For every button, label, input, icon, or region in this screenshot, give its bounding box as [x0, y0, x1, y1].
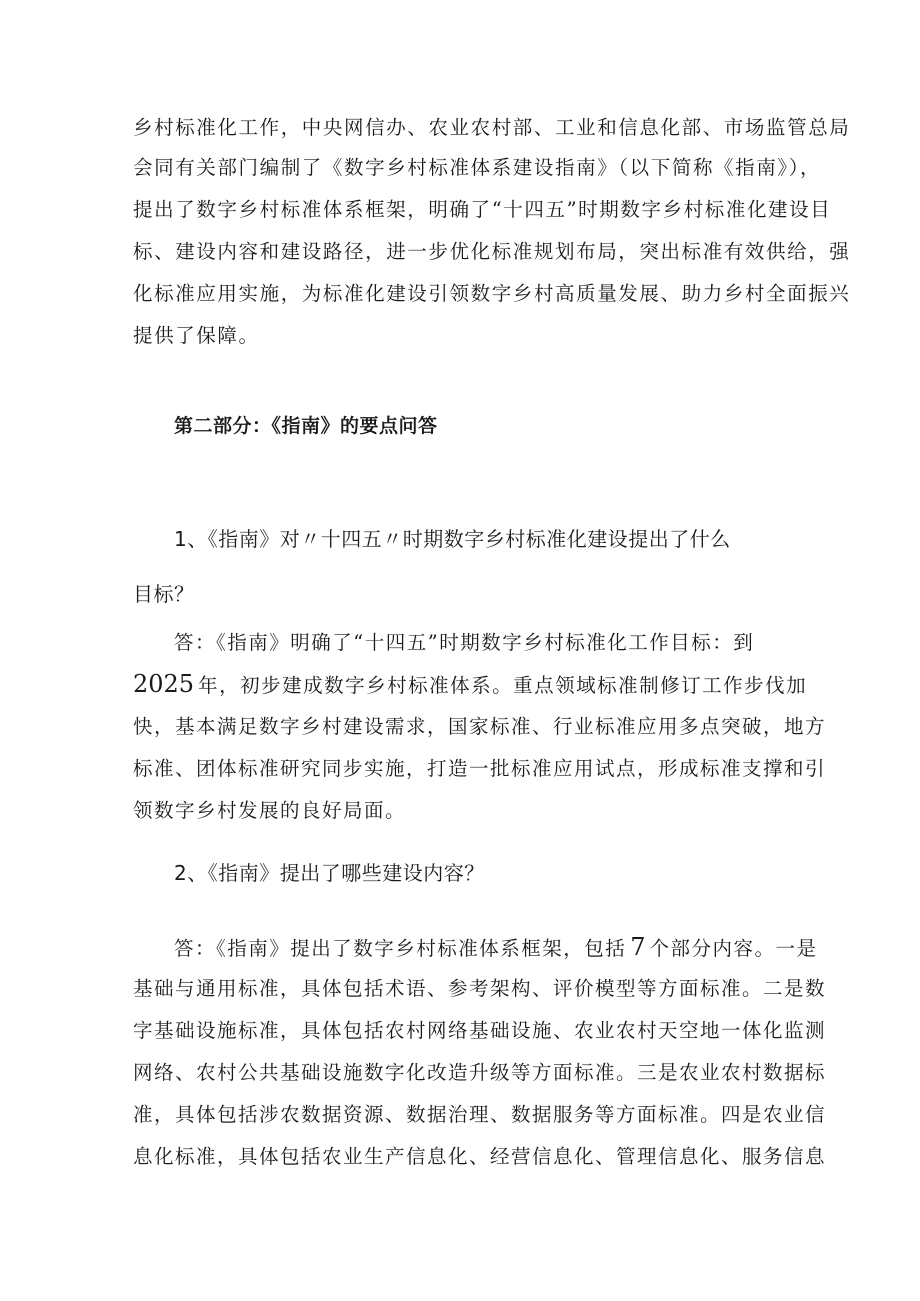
intro-line: 化标准应用实施，为标准化建设引领数字乡村高质量发展、助力乡村全面振兴 [133, 282, 851, 305]
q2-answer-line: 准，具体包括涉农数据资源、数据治理、数据服务等方面标准。四是农业信 [133, 1103, 827, 1126]
q2-answer-line: 网络、农村公共基础设施数字化改造升级等方面标准。三是农业农村数据标 [133, 1061, 827, 1084]
intro-line: 标、建设内容和建设路径，进一步优化标准规划布局，突出标准有效供给，强 [133, 240, 851, 263]
q2-answer-line: 息化标准，具体包括农业生产信息化、经营信息化、管理信息化、服务信息 [133, 1145, 827, 1168]
intro-line: 乡村标准化工作，中央网信办、农业农村部、工业和信息化部、市场监管总局 [133, 116, 851, 139]
q1-question: 1、《指南》对〃十四五〃时期数字乡村标准化建设提出了什么 [174, 527, 731, 551]
q1-answer-text: 年，初步建成数字乡村标准体系。重点领域标准制修订工作步伐加 [198, 674, 808, 697]
q2-answer-text: 个部分内容。一是 [649, 937, 818, 960]
intro-line: 提供了保障。 [133, 324, 260, 347]
year-number: 2025 [133, 670, 195, 698]
q2-answer-line: 基础与通用标准，具体包括术语、参考架构、评价模型等方面标准。二是数 [133, 977, 827, 1000]
q1-answer-line: 标准、团体标准研究同步实施，打造一批标准应用试点，形成标准支撑和引 [133, 757, 827, 780]
part-count: 7 [630, 933, 646, 961]
q2-answer-line: 字基础设施标准，具体包括农村网络基础设施、农业农村天空地一体化监测 [133, 1019, 827, 1042]
q1-answer-line: 答：《指南》明确了“十四五”时期数字乡村标准化工作目标：到 [174, 631, 755, 654]
q1-answer-line: 快，基本满足数字乡村建设需求，国家标准、行业标准应用多点突破，地方 [133, 715, 827, 738]
q1-answer-line [133, 672, 807, 698]
intro-line: 提出了数字乡村标准体系框架，明确了“十四五”时期数字乡村标准化建设目 [133, 198, 832, 221]
q1-answer-line: 领数字乡村发展的良好局面。 [133, 799, 407, 822]
intro-line: 会同有关部门编制了《数字乡村标准体系建设指南》（以下简称《指南》）， [133, 156, 822, 179]
section-title: 第二部分：《指南》的要点问答 [174, 415, 438, 437]
q2-question: 2、《指南》提出了哪些建设内容？ [174, 861, 485, 885]
q2-answer-text: 答：《指南》提出了数字乡村标准体系框架，包括 [174, 937, 627, 960]
q1-question-cont: 目标？ [133, 582, 195, 606]
q2-answer-line [174, 935, 818, 961]
